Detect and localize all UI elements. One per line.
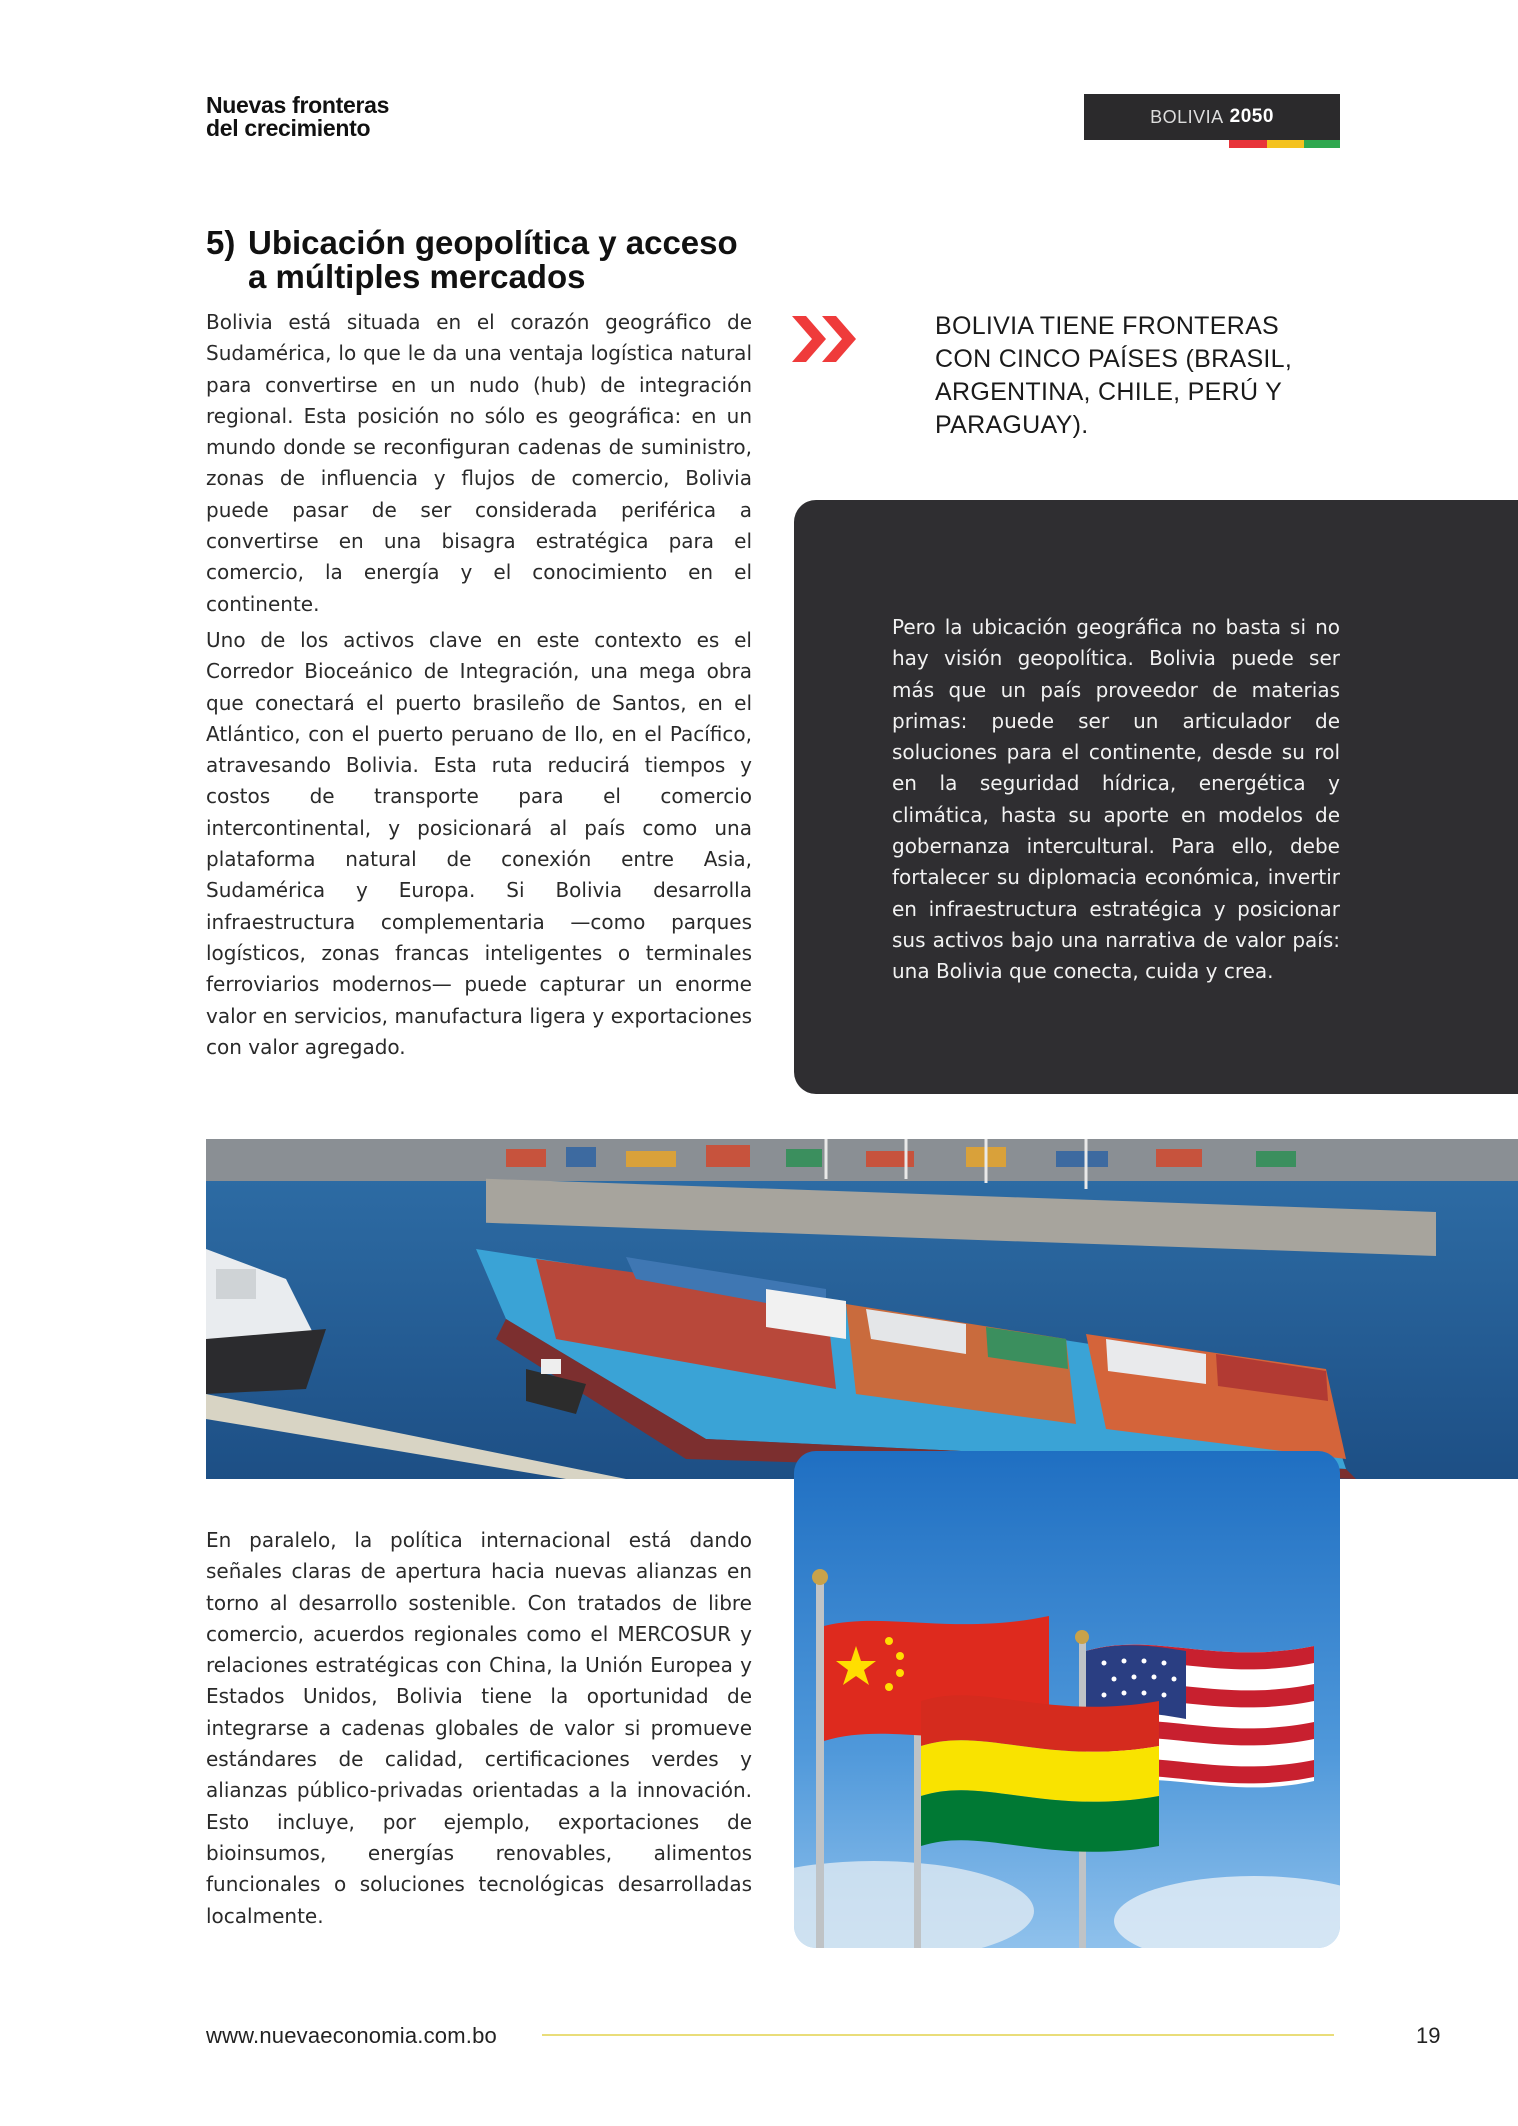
section-heading-line1: Ubicación geopolítica y acceso — [248, 224, 738, 261]
footer-divider — [542, 2034, 1334, 2036]
paragraph-bioceanic-corridor: Uno de los activos clave en este contexto es el Corredor Bioceánico de Integración, una mega obra que conectará el puerto brasileño de Santos, en el Atlántico, con el puerto peruano de Ilo, en el Pacífico, atravesando Bolivia. Esta ruta reducirá tiempos y costos de transporte para el comercio intercontinental, y posicionará al país como una plataforma natural de conexión entre Asia, Sudamérica y Europa. Si Bolivia desarrolla infraestructura complementaria —como parques logísticos, zonas francas inteligentes o terminales ferroviarios modernos— puede capturar un enorme valor en servicios, manufactura ligera y exportaciones con valor agregado. — [206, 628, 752, 1059]
flags-photo — [794, 1451, 1340, 1948]
section-heading-line2: a múltiples mercados — [248, 258, 586, 295]
paragraph-international-policy: En paralelo, la política internacional está dando señales claras de apertura hacia nuevas alianzas en torno al desarrollo sostenible. Con tratados de libre comercio, acuerdos regionales como el MERCOSUR y relaciones estratégicas con China, la Unión Europea y Estados Unidos, Bolivia tiene la oportunidad de integrarse a cadenas globales de valor si promueve estándares de calidad, certificaciones verdes y alianzas público-privadas orientadas a la innovación. Esto incluye, por ejemplo, exportaciones de bioinsumos, energías renovables, alimentos funcionales o soluciones tecnológicas desarrolladas localmente. — [206, 1528, 752, 1928]
flag-stripe-green — [1304, 140, 1340, 148]
footer-website-link[interactable]: www.nuevaeconomia.com.bo — [206, 2023, 497, 2048]
callout-borders: BOLIVIA TIENE FRONTERAS CON CINCO PAÍSES (BRASIL, ARGENTINA, CHILE, PERÚ Y PARAGUAY). — [935, 312, 1293, 439]
highlight-box-text: Pero la ubicación geográfica no basta si no hay visión geopolítica. Bolivia puede ser más que un país proveedor de materias primas: puede ser un articulador de soluciones para el continente, desde su rol en la seguridad hídrica, energética y climática, hasta su aporte en modelos de gobernanza intercultural. Para ello, debe fortalecer su diplomacia económica, invertir en infraestructura estratégica y posicionar sus activos bajo una narrativa de valor país: una Bolivia que conecta, cuida y crea. — [892, 615, 1340, 984]
double-chevron-icon — [792, 314, 862, 364]
section-heading — [206, 226, 766, 294]
badge-label: BOLIVIA — [1150, 106, 1224, 127]
publication-title-line1: Nuevas fronteras — [206, 92, 390, 118]
flag-stripe-yellow — [1267, 140, 1304, 148]
paragraph-location: Bolivia está situada en el corazón geográfico de Sudamérica, lo que le da una ventaja logística natural para convertirse en un nudo (hub) de integración regional. Esta posición no sólo es geográfica: en un mundo donde se reconfiguran cadenas de suministro, zonas de influencia y flujos de comercio, Bolivia puede pasar de ser considerada periférica a convertirse en una bisagra estratégica para el comercio, la energía y el conocimiento en el continente. — [206, 310, 752, 616]
bolivia-2050-badge — [1084, 94, 1340, 140]
section-number: 5) — [206, 224, 236, 261]
page-number: 19 — [1416, 2023, 1441, 2048]
container-ship-photo — [206, 1139, 1518, 1479]
publication-title — [206, 94, 389, 140]
badge-year: 2050 — [1229, 106, 1274, 127]
flag-stripe-red — [1229, 140, 1267, 148]
publication-title-line2: del crecimiento — [206, 115, 371, 141]
